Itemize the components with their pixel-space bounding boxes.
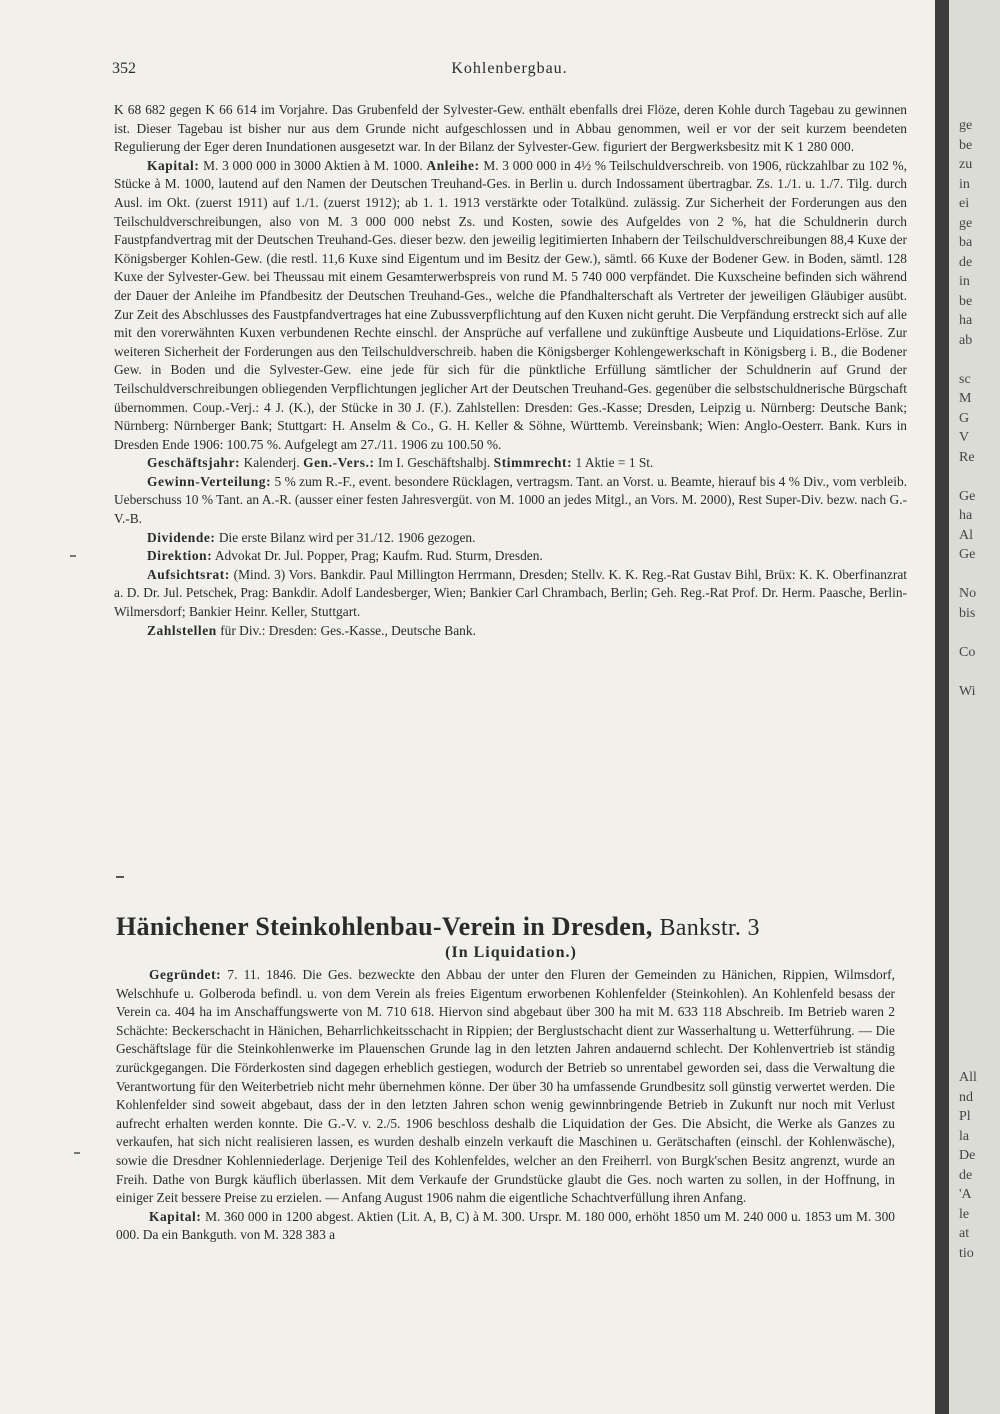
intro-paragraph: K 68 682 gegen K 66 614 im Vorjahre. Das Grubenfeld der Sylvester-Gew. enthält ebenfalls drei Flöze, deren Kohle durch Tagebau zu gewinnen ist. Dieser Tagebau ist bisher nur aus dem Grunde nicht aufgeschlossen und in Abbau genommen, weil er vor der seit kurzem beendeten Regulierung der Eger deren Inundationen ausgesetzt war. In der Bilanz der Sylvester-Gew. figuriert der Bergwerksbesitz mit K 1 280 000. — [114, 102, 907, 155]
direktion-text: Advokat Dr. Jul. Popper, Prag; Kaufm. Rud. Sturm, Dresden. — [214, 548, 543, 564]
company-name: Hänichener Steinkohlenbau-Verein in Dresden, — [116, 912, 653, 941]
page-header — [112, 60, 907, 84]
adjacent-page-fragment: ab — [959, 332, 973, 348]
zahlstellen-label: Zahlstellen — [147, 622, 217, 638]
adjacent-page-fragment: Co — [959, 644, 976, 660]
kapital-anleihe-paragraph — [114, 157, 907, 455]
adjacent-page-fragment: be — [959, 293, 973, 309]
adjacent-page-fragment: Al — [959, 527, 973, 543]
gewinn-verteilung-text: 5 % zum R.-F., event. besondere Rücklagen, vertragsm. Tant. an Vorst. u. Beamte, hierauf bis 4 % Div., vom verbleib. Ueberschuss 10 % Tant. an A.-R. (ausser einer festen Jahresvergüt. von M. 1000 an jedes Mitgl., an Vors. M. 2000), Rest Super-Div. bezw. nach G.-V.-B. — [114, 473, 907, 527]
geschaeftsjahr-paragraph — [114, 454, 907, 473]
gegruendet-paragraph — [116, 966, 895, 1208]
gegruendet-label: Gegründet: — [149, 967, 222, 982]
adjacent-page-fragment: tio — [959, 1245, 974, 1261]
adjacent-page-fragment: sc — [959, 371, 971, 387]
company-address: Bankstr. 3 — [659, 915, 760, 941]
adjacent-page-fragment: le — [959, 1206, 970, 1222]
kapital2-label: Kapital: — [149, 1208, 202, 1224]
page-number: 352 — [112, 60, 136, 77]
running-title: Kohlenbergbau. — [451, 60, 568, 77]
adjacent-page-fragment: Wi — [959, 683, 976, 699]
geschaeftsjahr-label: Geschäftsjahr: — [147, 455, 241, 471]
adjacent-page-fragment: Re — [959, 449, 975, 465]
gegruendet-text: 7. 11. 1846. Die Ges. bezweckte den Abbau der unter den Fluren der Gemeinden zu Hänichen, Rippien, Wilmsdorf, Welschhufe u. Golberoda befindl. u. von dem Verein als freies Eigentum erworbenen Kohlenfelder (Steinkohlen). An Kohlenfeld besass der Verein ca. 404 ha im Anschaffungswerte von M. 710 618. Hiervon sind abgebaut über 300 ha mit M. 633 118 Abschreib. Im Betrieb waren 2 Schächte: Beckerschacht in Hänichen, Beharrlichkeitsschacht in Rippien; der Berglustschacht dient zur Wasserhaltung u. Wetterführung. — Die Geschäftslage für die Steinkohlenwerke im Plauenschen Grunde lag in den letzten Jahren andauernd schlecht. Der Kohlenvertrieb ist ständig zurückgegangen. Die Förderkosten sind dagegen erheblich gestiegen, wodurch der Betrieb so unrentabel geworden sei, dass die Verwaltung die Verantwortung für den Weiterbetrieb nicht mehr übernehmen könne. Der über 30 ha umfassende Grundbesitz soll günstig verwertet werden. Die Kohlenfelder sind soweit abgebaut, dass der in den letzten Jahren schon wenig gewinnbringende Betrieb in Zukunft nur noch mit Verlust aufrecht erhalten werden konnte. Die G.-V. v. 2./5. 1906 beschloss deshalb die Liquidation der Ges. Die Absicht, die Werke als Ganzes zu verkaufen, hat sich nicht realisieren lassen, es wurden deshalb einzeln verkauft die Maschinen u. Gerätschaften (einschl. der Kohlenwäsche), sowie die Dresdner Kohlenniederlage. Derjenige Teil des Kohlenfeldes, welcher an den Freiherrl. von Burgk'schen Besitz angrenzt, wurde an Freih. Dathe von Burgk käuflich überlassen. Mit dem Verkaufe der Grundstücke glaubt die Ges. noch warten zu sollen, in der Hoffnung, in einiger Zeit bessere Preise zu erzielen. — Anfang August 1906 nahm die eigentliche Schachtverfüllung ihren Anfang. — [116, 967, 895, 1206]
adjacent-page-fragment: ha — [959, 508, 973, 523]
direktion-paragraph — [114, 547, 907, 566]
gen-vers-text: Im I. Geschäftshalbj. — [377, 455, 491, 471]
anleihe-label: Anleihe: — [426, 157, 480, 173]
kapital-text: M. 3 000 000 in 3000 Aktien à M. 1000. — [203, 157, 423, 173]
scan-speck — [74, 1152, 80, 1154]
scan-speck — [70, 555, 76, 557]
kapital-label: Kapital: — [147, 157, 200, 173]
adjacent-page-fragment: G — [959, 410, 970, 426]
adjacent-page-fragment: M — [959, 391, 972, 406]
adjacent-page-fragment: Pl — [959, 1109, 971, 1124]
adjacent-page-fragment: be — [959, 137, 973, 153]
zahlstellen-text: für Div.: Dresden: Ges.-Kasse., Deutsche Bank. — [220, 622, 476, 638]
adjacent-page-fragment: at — [959, 1226, 970, 1241]
section-kohlen-gewerkschaft — [114, 101, 907, 640]
stimmrecht-text: 1 Aktie = 1 St. — [575, 455, 654, 471]
kapital2-text: M. 360 000 in 1200 abgest. Aktien (Lit. A, B, C) à M. 300. Urspr. M. 180 000, erhöht 1850 um M. 240 000 u. 1853 um M. 300 000. Da ein Bankguth. von M. 328 383 a — [116, 1208, 895, 1243]
anleihe-text: M. 3 000 000 in 4½ % Teilschuldverschreib. von 1906, rückzahlbar zu 102 %, Stücke à M. 1000, lautend auf den Namen der Deutschen Treuhand-Ges. in Berlin u. durch Indossament übertragbar. Zs. 1./1. u. 1./7. Tilg. durch Ausl. im Okt. (zuerst 1911) auf 1./1. (zuerst 1912); ab 1. 1. 1913 verstärkte oder Totalkünd. zulässig. Zur Sicherheit der Forderungen aus den Teilschuldverschreibungen, also von M. 3 000 000 nebst Zs. und Kosten, sowie des Aufgeldes von 2 %, hat die Schuldnerin durch Faustpfandvertrag mit der Deutschen Treuhand-Ges. dieser bezw. den jeweilig legitimierten Inhabern der Teilschuldverschreibungen 88,4 Kuxe der Königsberger Kohlen-Gew. (die restl. 11,6 Kuxe sind Eigentum und im Besitz der Gew.), sämtl. 66 Kuxe der Bodener Gew. in Boden, sämtl. 128 Kuxe der Sylvester-Gew. bei Theussau mit einem Gesamterwerbspreis von rund M. 5 740 000 verpfändet. Die Kuxscheine befinden sich während der Dauer der Anleihe im Pfandbesitz der Deutschen Treuhand-Ges., welche die Pfandhalterschaft als Vertreter der jeweiligen Gläubiger ausübt. Zur Zeit des Abschlusses des Faustpfandvertrages hat eine Zubussverpflichtung auf den Kuxen nicht geruht. Die Verpfändung erstreckt sich auf alle mit den vorerwähnten Kuxen verbundenen Rechte einschl. der Ansprüche auf verfallene und zukünftige Ausbeute und Liquidations-Erlöse. Zur weiteren Sicherheit der Forderungen aus den Teilschuldverschreib. haben die Königsberger Kohlengewerkschaft in Königsberg i. B., die Bodener Gew. in Boden und die Sylvester-Gew. eine jede für sich für die pünktliche Erfüllung sämtlicher der Schuldnerin auf Grund der Teilschuldverschreibungen obliegenden Verpflichtungen jeglicher Art der Deutschen Treuhand-Ges. gegenüber die selbstschuldnerische Bürgschaft übernommen. Coup.-Verj.: 4 J. (K.), der Stücke in 30 J. (F.). Zahlstellen: Dresden: Ges.-Kasse; Dresden, Leipzig u. Nürnberg: Deutsche Bank; Nürnberg: Nürnberger Bank; Stuttgart: H. Anselm & Co., G. H. Keller & Söhne, Württemb. Vereinsbank; Wien: Anglo-Oesterr. Bank. Kurs in Dresden Ende 1906: 100.75 %. Aufgelegt am 27./11. 1906 zu 100.50 %. — [114, 157, 907, 452]
adjacent-page-fragment: in — [959, 176, 970, 192]
adjacent-page-fragment: ha — [959, 313, 973, 328]
adjacent-page-fragment: Ge — [959, 547, 976, 562]
company-heading — [116, 912, 906, 942]
adjacent-page-fragment: in — [959, 274, 970, 289]
adjacent-page-fragment: zu — [959, 157, 973, 172]
adjacent-page-fragment: ba — [959, 235, 973, 250]
adjacent-page-fragment: V — [959, 430, 970, 445]
gewinn-verteilung-paragraph — [114, 473, 907, 529]
liquidation-subtitle: (In Liquidation.) — [445, 944, 577, 961]
dividende-text: Die erste Bilanz wird per 31./12. 1906 gezogen. — [218, 529, 476, 545]
adjacent-page-fragment: bis — [959, 605, 976, 621]
adjacent-page-fragment: ge — [959, 118, 973, 133]
adjacent-page-fragment: 'A — [959, 1187, 972, 1202]
dividende-label: Dividende: — [147, 529, 216, 545]
adjacent-page-fragment: nd — [959, 1089, 973, 1105]
section-haenichener — [116, 966, 895, 1245]
stimmrecht-label: Stimmrecht: — [493, 455, 573, 471]
aufsichtsrat-text: (Mind. 3) Vors. Bankdir. Paul Millington Herrmann, Dresden; Stellv. K. K. Reg.-Rat Gustav Bihl, Brüx: K. K. Oberfinanzrat a. D. Dr. Jul. Petschek, Prag: Bankdir. Adolf Landesberger, Wien; Bankier Carl Chrambach, Berlin; Geh. Reg.-Rat Prof. Dr. Herm. Paasche, Berlin-Wilmersdorf; Bankier Heinr. Keller, Stuttgart. — [114, 566, 907, 620]
gewinn-verteilung-label: Gewinn-Verteilung: — [147, 473, 272, 489]
adjacent-page-fragment: No — [959, 586, 977, 601]
adjacent-page-fragment: De — [959, 1148, 976, 1163]
book-gutter — [935, 0, 949, 1414]
adjacent-page-fragment: All — [959, 1070, 977, 1085]
direktion-label: Direktion: — [147, 548, 213, 564]
aufsichtsrat-label: Aufsichtsrat: — [147, 566, 230, 582]
aufsichtsrat-paragraph — [114, 566, 907, 622]
adjacent-page-fragment: Ge — [959, 488, 976, 504]
kapital2-paragraph — [116, 1208, 895, 1245]
adjacent-page-fragment: ei — [959, 196, 970, 211]
gen-vers-label: Gen.-Vers.: — [303, 455, 375, 471]
separator-mark — [116, 876, 124, 878]
adjacent-page-fragment: de — [959, 254, 973, 270]
adjacent-page-fragment: la — [959, 1128, 970, 1144]
adjacent-page-fragment: ge — [959, 215, 973, 231]
adjacent-page-edge — [949, 0, 1000, 1414]
adjacent-page-fragment: de — [959, 1167, 973, 1183]
dividende-paragraph — [114, 529, 907, 548]
geschaeftsjahr-text: Kalenderj. — [243, 455, 300, 471]
zahlstellen-paragraph — [114, 622, 907, 641]
